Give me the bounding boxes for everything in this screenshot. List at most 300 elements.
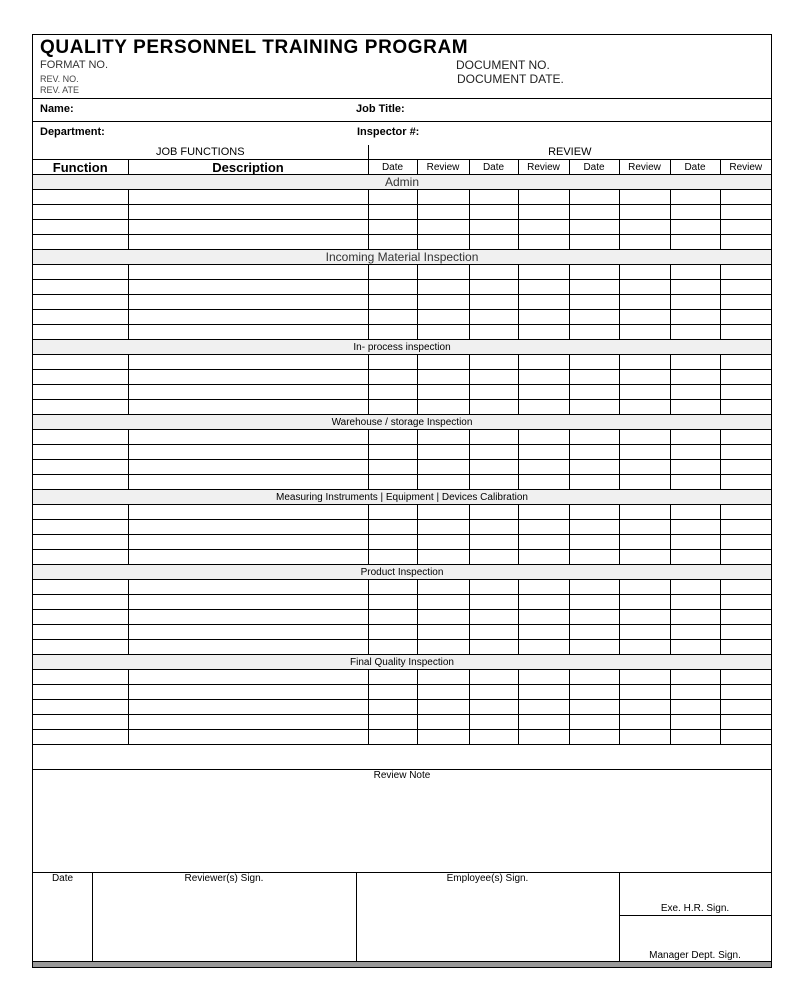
- table-cell[interactable]: [33, 220, 128, 235]
- table-cell[interactable]: [33, 280, 128, 295]
- table-cell[interactable]: [33, 355, 128, 370]
- table-cell[interactable]: [417, 595, 469, 610]
- table-cell[interactable]: [670, 700, 720, 715]
- table-cell[interactable]: [469, 640, 518, 655]
- table-cell[interactable]: [670, 235, 720, 250]
- table-cell[interactable]: [670, 580, 720, 595]
- table-cell[interactable]: [33, 595, 128, 610]
- table-cell[interactable]: [417, 460, 469, 475]
- table-cell[interactable]: [518, 640, 569, 655]
- table-cell[interactable]: [670, 505, 720, 520]
- table-cell[interactable]: [518, 205, 569, 220]
- table-cell[interactable]: [720, 295, 771, 310]
- table-cell[interactable]: [670, 535, 720, 550]
- table-cell[interactable]: [569, 475, 619, 490]
- table-cell[interactable]: [469, 430, 518, 445]
- table-cell[interactable]: [619, 430, 670, 445]
- table-cell[interactable]: [720, 370, 771, 385]
- table-cell[interactable]: [569, 625, 619, 640]
- table-cell[interactable]: [619, 385, 670, 400]
- table-cell[interactable]: [469, 610, 518, 625]
- table-cell[interactable]: [33, 670, 128, 685]
- table-cell[interactable]: [619, 460, 670, 475]
- table-cell[interactable]: [720, 445, 771, 460]
- table-cell[interactable]: [368, 685, 417, 700]
- table-cell[interactable]: [417, 685, 469, 700]
- table-cell[interactable]: [720, 610, 771, 625]
- table-cell[interactable]: [670, 595, 720, 610]
- table-cell[interactable]: [619, 295, 670, 310]
- table-cell[interactable]: [33, 580, 128, 595]
- table-cell[interactable]: [720, 460, 771, 475]
- table-cell[interactable]: [720, 400, 771, 415]
- table-cell[interactable]: [417, 385, 469, 400]
- table-cell[interactable]: [368, 730, 417, 745]
- table-cell[interactable]: [518, 280, 569, 295]
- table-cell[interactable]: [518, 505, 569, 520]
- table-cell[interactable]: [619, 685, 670, 700]
- table-cell[interactable]: [670, 520, 720, 535]
- table-cell[interactable]: [670, 280, 720, 295]
- table-cell[interactable]: [569, 385, 619, 400]
- table-cell[interactable]: [670, 325, 720, 340]
- table-cell[interactable]: [368, 595, 417, 610]
- table-cell[interactable]: [720, 550, 771, 565]
- table-cell[interactable]: [569, 220, 619, 235]
- table-cell[interactable]: [720, 265, 771, 280]
- table-cell[interactable]: [417, 580, 469, 595]
- table-cell[interactable]: [670, 610, 720, 625]
- table-cell[interactable]: [33, 460, 128, 475]
- table-cell[interactable]: [518, 625, 569, 640]
- table-cell[interactable]: [33, 730, 128, 745]
- table-cell[interactable]: [368, 460, 417, 475]
- table-cell[interactable]: [417, 640, 469, 655]
- table-cell[interactable]: [417, 325, 469, 340]
- table-cell[interactable]: [469, 265, 518, 280]
- table-cell[interactable]: [33, 685, 128, 700]
- table-cell[interactable]: [619, 265, 670, 280]
- table-cell[interactable]: [368, 190, 417, 205]
- table-cell[interactable]: [469, 670, 518, 685]
- table-cell[interactable]: [368, 505, 417, 520]
- table-cell[interactable]: [518, 715, 569, 730]
- table-cell[interactable]: [33, 610, 128, 625]
- table-cell[interactable]: [368, 580, 417, 595]
- table-cell[interactable]: [720, 280, 771, 295]
- table-cell[interactable]: [569, 295, 619, 310]
- table-cell[interactable]: [417, 730, 469, 745]
- table-cell[interactable]: [128, 205, 368, 220]
- table-cell[interactable]: [619, 550, 670, 565]
- table-cell[interactable]: [33, 205, 128, 220]
- table-cell[interactable]: [518, 235, 569, 250]
- table-cell[interactable]: [518, 265, 569, 280]
- table-cell[interactable]: [368, 430, 417, 445]
- table-cell[interactable]: [670, 730, 720, 745]
- table-cell[interactable]: [33, 640, 128, 655]
- table-cell[interactable]: [619, 625, 670, 640]
- table-cell[interactable]: [670, 475, 720, 490]
- table-cell[interactable]: [619, 445, 670, 460]
- table-cell[interactable]: [469, 580, 518, 595]
- table-cell[interactable]: [33, 700, 128, 715]
- table-cell[interactable]: [368, 445, 417, 460]
- table-cell[interactable]: [670, 295, 720, 310]
- table-cell[interactable]: [417, 715, 469, 730]
- table-cell[interactable]: [469, 220, 518, 235]
- table-cell[interactable]: [368, 280, 417, 295]
- table-cell[interactable]: [128, 325, 368, 340]
- table-cell[interactable]: [417, 445, 469, 460]
- table-cell[interactable]: [33, 715, 128, 730]
- table-cell[interactable]: [619, 325, 670, 340]
- table-cell[interactable]: [128, 580, 368, 595]
- table-cell[interactable]: [469, 325, 518, 340]
- table-cell[interactable]: [128, 505, 368, 520]
- table-cell[interactable]: [670, 265, 720, 280]
- table-cell[interactable]: [128, 625, 368, 640]
- table-cell[interactable]: [417, 220, 469, 235]
- table-cell[interactable]: [569, 280, 619, 295]
- table-cell[interactable]: [469, 445, 518, 460]
- table-cell[interactable]: [518, 310, 569, 325]
- table-cell[interactable]: [518, 460, 569, 475]
- table-cell[interactable]: [670, 715, 720, 730]
- table-cell[interactable]: [417, 265, 469, 280]
- table-cell[interactable]: [569, 265, 619, 280]
- table-cell[interactable]: [469, 400, 518, 415]
- table-cell[interactable]: [469, 355, 518, 370]
- table-cell[interactable]: [670, 430, 720, 445]
- table-cell[interactable]: [368, 520, 417, 535]
- table-cell[interactable]: [619, 475, 670, 490]
- table-cell[interactable]: [33, 445, 128, 460]
- table-cell[interactable]: [670, 400, 720, 415]
- table-cell[interactable]: [619, 310, 670, 325]
- table-cell[interactable]: [469, 475, 518, 490]
- table-cell[interactable]: [569, 445, 619, 460]
- table-cell[interactable]: [569, 505, 619, 520]
- table-cell[interactable]: [128, 310, 368, 325]
- table-cell[interactable]: [518, 475, 569, 490]
- table-cell[interactable]: [569, 685, 619, 700]
- table-cell[interactable]: [368, 550, 417, 565]
- table-cell[interactable]: [33, 265, 128, 280]
- table-cell[interactable]: [469, 370, 518, 385]
- table-cell[interactable]: [417, 205, 469, 220]
- table-cell[interactable]: [417, 550, 469, 565]
- table-cell[interactable]: [128, 460, 368, 475]
- table-cell[interactable]: [670, 370, 720, 385]
- table-cell[interactable]: [518, 685, 569, 700]
- table-cell[interactable]: [469, 685, 518, 700]
- table-cell[interactable]: [670, 310, 720, 325]
- table-cell[interactable]: [720, 235, 771, 250]
- table-cell[interactable]: [720, 220, 771, 235]
- table-cell[interactable]: [368, 370, 417, 385]
- table-cell[interactable]: [569, 715, 619, 730]
- table-cell[interactable]: [619, 220, 670, 235]
- table-cell[interactable]: [469, 625, 518, 640]
- table-cell[interactable]: [417, 700, 469, 715]
- table-cell[interactable]: [33, 535, 128, 550]
- table-cell[interactable]: [518, 400, 569, 415]
- table-cell[interactable]: [720, 310, 771, 325]
- table-cell[interactable]: [518, 700, 569, 715]
- table-cell[interactable]: [368, 640, 417, 655]
- table-cell[interactable]: [569, 460, 619, 475]
- table-cell[interactable]: [619, 355, 670, 370]
- table-cell[interactable]: [569, 310, 619, 325]
- table-cell[interactable]: [128, 730, 368, 745]
- table-cell[interactable]: [518, 370, 569, 385]
- table-cell[interactable]: [518, 220, 569, 235]
- table-cell[interactable]: [569, 430, 619, 445]
- table-cell[interactable]: [128, 715, 368, 730]
- table-cell[interactable]: [368, 205, 417, 220]
- table-cell[interactable]: [569, 400, 619, 415]
- table-cell[interactable]: [33, 190, 128, 205]
- table-cell[interactable]: [720, 325, 771, 340]
- table-cell[interactable]: [619, 235, 670, 250]
- table-cell[interactable]: [720, 715, 771, 730]
- table-cell[interactable]: [417, 430, 469, 445]
- table-cell[interactable]: [368, 610, 417, 625]
- table-cell[interactable]: [469, 730, 518, 745]
- table-cell[interactable]: [670, 625, 720, 640]
- table-cell[interactable]: [368, 400, 417, 415]
- table-cell[interactable]: [128, 400, 368, 415]
- table-cell[interactable]: [720, 355, 771, 370]
- table-cell[interactable]: [128, 670, 368, 685]
- table-cell[interactable]: [33, 625, 128, 640]
- table-cell[interactable]: [33, 325, 128, 340]
- table-cell[interactable]: [33, 505, 128, 520]
- table-cell[interactable]: [128, 475, 368, 490]
- table-cell[interactable]: [417, 190, 469, 205]
- table-cell[interactable]: [469, 505, 518, 520]
- table-cell[interactable]: [569, 535, 619, 550]
- table-cell[interactable]: [368, 355, 417, 370]
- table-cell[interactable]: [619, 730, 670, 745]
- table-cell[interactable]: [33, 385, 128, 400]
- table-cell[interactable]: [417, 670, 469, 685]
- table-cell[interactable]: [619, 610, 670, 625]
- table-cell[interactable]: [368, 700, 417, 715]
- table-cell[interactable]: [368, 475, 417, 490]
- table-cell[interactable]: [619, 595, 670, 610]
- table-cell[interactable]: [417, 355, 469, 370]
- table-cell[interactable]: [368, 295, 417, 310]
- table-cell[interactable]: [33, 235, 128, 250]
- table-cell[interactable]: [670, 550, 720, 565]
- table-cell[interactable]: [720, 535, 771, 550]
- table-cell[interactable]: [128, 445, 368, 460]
- table-cell[interactable]: [569, 595, 619, 610]
- table-cell[interactable]: [670, 460, 720, 475]
- table-cell[interactable]: [33, 475, 128, 490]
- table-cell[interactable]: [417, 235, 469, 250]
- table-cell[interactable]: [469, 295, 518, 310]
- table-cell[interactable]: [670, 685, 720, 700]
- table-cell[interactable]: [128, 280, 368, 295]
- table-cell[interactable]: [720, 625, 771, 640]
- table-cell[interactable]: [417, 310, 469, 325]
- table-cell[interactable]: [417, 625, 469, 640]
- table-cell[interactable]: [569, 235, 619, 250]
- table-cell[interactable]: [368, 235, 417, 250]
- table-cell[interactable]: [670, 670, 720, 685]
- table-cell[interactable]: [417, 505, 469, 520]
- table-cell[interactable]: [569, 730, 619, 745]
- table-cell[interactable]: [518, 610, 569, 625]
- table-cell[interactable]: [368, 715, 417, 730]
- table-cell[interactable]: [720, 640, 771, 655]
- table-cell[interactable]: [670, 205, 720, 220]
- table-cell[interactable]: [569, 670, 619, 685]
- table-cell[interactable]: [128, 385, 368, 400]
- table-cell[interactable]: [720, 385, 771, 400]
- table-cell[interactable]: [518, 445, 569, 460]
- table-cell[interactable]: [417, 295, 469, 310]
- table-cell[interactable]: [417, 475, 469, 490]
- table-cell[interactable]: [518, 670, 569, 685]
- table-cell[interactable]: [128, 700, 368, 715]
- table-cell[interactable]: [619, 370, 670, 385]
- table-cell[interactable]: [469, 700, 518, 715]
- table-cell[interactable]: [128, 685, 368, 700]
- table-cell[interactable]: [128, 535, 368, 550]
- table-cell[interactable]: [518, 355, 569, 370]
- table-cell[interactable]: [518, 580, 569, 595]
- table-cell[interactable]: [33, 400, 128, 415]
- table-cell[interactable]: [368, 385, 417, 400]
- table-cell[interactable]: [720, 190, 771, 205]
- table-cell[interactable]: [569, 520, 619, 535]
- table-cell[interactable]: [417, 520, 469, 535]
- table-cell[interactable]: [619, 505, 670, 520]
- table-cell[interactable]: [569, 610, 619, 625]
- table-cell[interactable]: [569, 190, 619, 205]
- table-cell[interactable]: [619, 520, 670, 535]
- table-cell[interactable]: [469, 235, 518, 250]
- table-cell[interactable]: [720, 430, 771, 445]
- table-cell[interactable]: [518, 190, 569, 205]
- table-cell[interactable]: [619, 535, 670, 550]
- table-cell[interactable]: [417, 280, 469, 295]
- table-cell[interactable]: [33, 310, 128, 325]
- table-cell[interactable]: [417, 400, 469, 415]
- table-cell[interactable]: [128, 595, 368, 610]
- table-cell[interactable]: [368, 310, 417, 325]
- table-cell[interactable]: [469, 385, 518, 400]
- table-cell[interactable]: [469, 310, 518, 325]
- table-cell[interactable]: [619, 205, 670, 220]
- review-note-area[interactable]: [33, 769, 771, 873]
- table-cell[interactable]: [720, 670, 771, 685]
- table-cell[interactable]: [128, 355, 368, 370]
- table-cell[interactable]: [368, 265, 417, 280]
- table-cell[interactable]: [518, 520, 569, 535]
- table-cell[interactable]: [670, 220, 720, 235]
- table-cell[interactable]: [569, 355, 619, 370]
- table-cell[interactable]: [469, 715, 518, 730]
- table-cell[interactable]: [469, 550, 518, 565]
- table-cell[interactable]: [720, 730, 771, 745]
- table-cell[interactable]: [670, 445, 720, 460]
- table-cell[interactable]: [619, 580, 670, 595]
- table-cell[interactable]: [569, 205, 619, 220]
- table-cell[interactable]: [128, 550, 368, 565]
- table-cell[interactable]: [469, 205, 518, 220]
- table-cell[interactable]: [368, 325, 417, 340]
- table-cell[interactable]: [569, 700, 619, 715]
- table-cell[interactable]: [619, 640, 670, 655]
- table-cell[interactable]: [128, 190, 368, 205]
- table-cell[interactable]: [518, 385, 569, 400]
- table-cell[interactable]: [469, 595, 518, 610]
- table-cell[interactable]: [33, 370, 128, 385]
- table-cell[interactable]: [518, 595, 569, 610]
- table-cell[interactable]: [720, 580, 771, 595]
- table-cell[interactable]: [569, 550, 619, 565]
- table-cell[interactable]: [619, 190, 670, 205]
- table-cell[interactable]: [569, 580, 619, 595]
- table-cell[interactable]: [720, 595, 771, 610]
- table-cell[interactable]: [469, 535, 518, 550]
- table-cell[interactable]: [518, 430, 569, 445]
- table-cell[interactable]: [619, 400, 670, 415]
- table-cell[interactable]: [569, 325, 619, 340]
- table-cell[interactable]: [128, 295, 368, 310]
- table-cell[interactable]: [720, 475, 771, 490]
- table-cell[interactable]: [670, 385, 720, 400]
- table-cell[interactable]: [518, 730, 569, 745]
- table-cell[interactable]: [518, 550, 569, 565]
- table-cell[interactable]: [720, 505, 771, 520]
- table-cell[interactable]: [417, 610, 469, 625]
- table-cell[interactable]: [33, 430, 128, 445]
- table-cell[interactable]: [368, 625, 417, 640]
- table-cell[interactable]: [619, 715, 670, 730]
- table-cell[interactable]: [368, 220, 417, 235]
- table-cell[interactable]: [619, 280, 670, 295]
- table-cell[interactable]: [128, 640, 368, 655]
- table-cell[interactable]: [569, 640, 619, 655]
- table-cell[interactable]: [469, 520, 518, 535]
- table-cell[interactable]: [417, 535, 469, 550]
- table-cell[interactable]: [417, 370, 469, 385]
- table-cell[interactable]: [128, 610, 368, 625]
- table-cell[interactable]: [569, 370, 619, 385]
- table-cell[interactable]: [368, 535, 417, 550]
- table-cell[interactable]: [619, 700, 670, 715]
- table-cell[interactable]: [670, 640, 720, 655]
- table-cell[interactable]: [469, 190, 518, 205]
- table-cell[interactable]: [128, 265, 368, 280]
- table-cell[interactable]: [720, 685, 771, 700]
- table-cell[interactable]: [128, 370, 368, 385]
- table-cell[interactable]: [128, 520, 368, 535]
- table-cell[interactable]: [720, 700, 771, 715]
- table-cell[interactable]: [518, 325, 569, 340]
- table-cell[interactable]: [469, 280, 518, 295]
- table-cell[interactable]: [670, 355, 720, 370]
- table-cell[interactable]: [33, 295, 128, 310]
- table-cell[interactable]: [720, 520, 771, 535]
- table-cell[interactable]: [128, 220, 368, 235]
